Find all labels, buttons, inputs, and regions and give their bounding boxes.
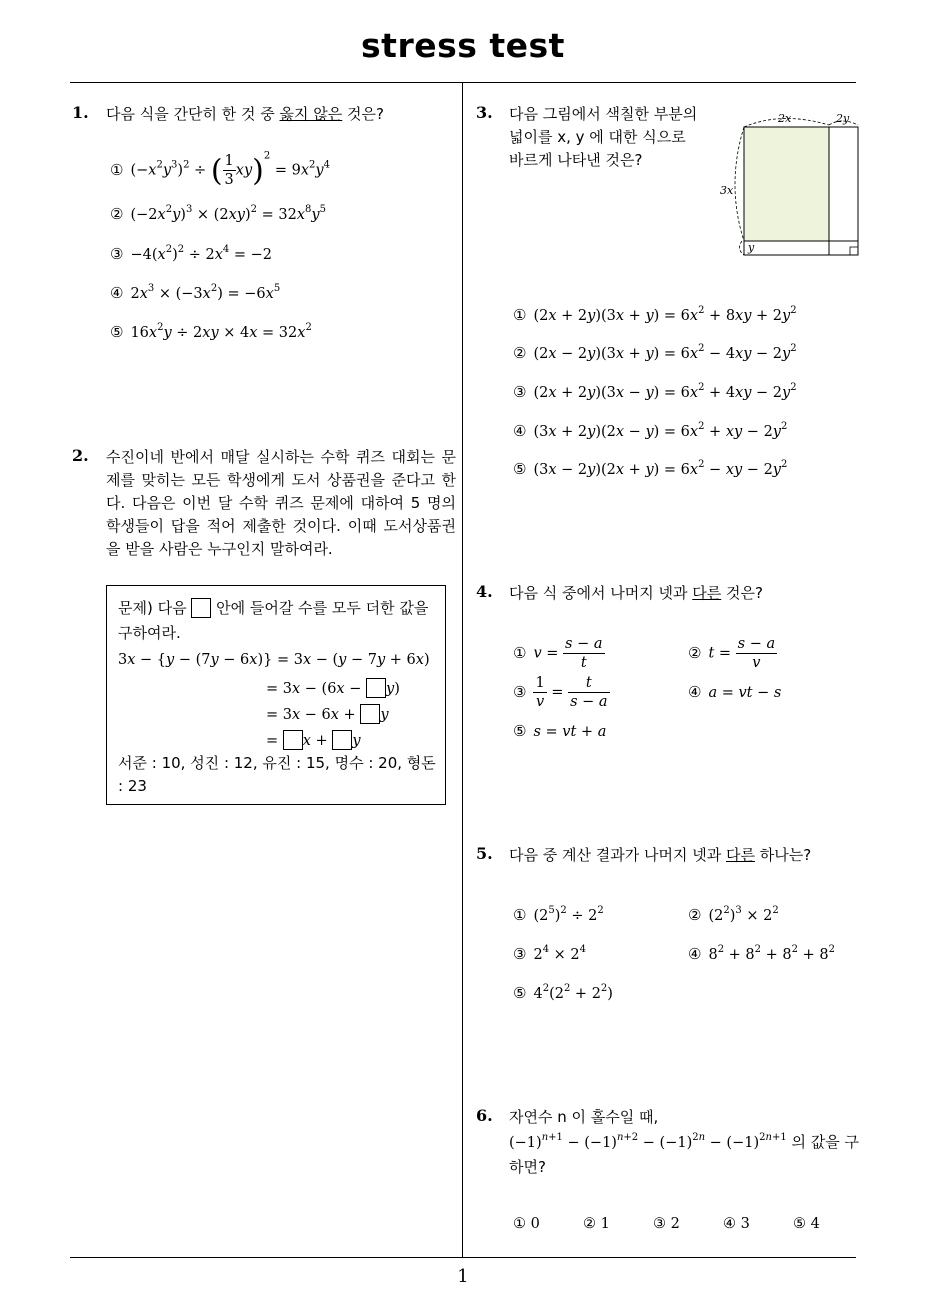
- q3-option-4: ④ $(3x + 2y)(2x - y) = 6x^2$ + xy − $2y^2$: [513, 421, 788, 440]
- page-number: 1: [457, 1266, 469, 1287]
- q1-option-5: ⑤ $16x^2y \div 2xy \times 4x = 32x^2$: [110, 322, 312, 341]
- q1-option-3: ③ $-4(x^2)^2 \div 2x^4 = -2$: [110, 244, 273, 263]
- column-divider: [462, 83, 463, 1258]
- q1-option-2: ② $(-2x^2y)^3 \times (2xy)^2 = 32x^8y^5$: [110, 204, 326, 223]
- q3-question: 다음 그림에서 색칠한 부분의 넓이를 x, y 에 대한 식으로 바르게 나타낸 것은?: [509, 105, 698, 169]
- q2-eq-line1: 3x − {y − (7y − 6x)} = 3x − (y − 7y + 6x): [118, 652, 430, 668]
- q2-box-line1: 문제) 다음 안에 들어갈 수를 모두 더한 값을: [118, 599, 429, 617]
- q3-option-3: ③ $(2x + 2y)(3x - y) = 6x^2 + 4xy - 2y^2$: [513, 382, 797, 401]
- q3-option-5: ⑤ $(3x - 2y)(2x + y) = 6x^2$ − xy − $2y^2$: [513, 459, 788, 478]
- q1-option-1: ① $(-x^2y^3)^2$ ÷ ( $\frac{1}{3}$ $xy)^2 = 9x^2y^4$: [110, 150, 330, 189]
- top-rule: [70, 82, 856, 83]
- q3-figure: [712, 105, 862, 261]
- q3-option-1: ① $(2x + 2y)(3x + y) = 6x^2 + 8xy + 2y^2$: [513, 305, 797, 324]
- q4-option-5: ⑤ s = vt + a: [513, 722, 607, 740]
- q2-eq-line4: = x + y: [266, 730, 361, 750]
- q4-question: 다음 식 중에서 나머지 넷과 다른 것은?: [509, 584, 763, 602]
- q4-option-3: ③ $\frac{1}{v}$ = $\frac{t}{s - a}$: [513, 675, 608, 710]
- q2-number: 2.: [72, 446, 89, 465]
- label-3x: 3x: [720, 184, 734, 197]
- q6-option-5: ⑤ 4: [793, 1216, 820, 1232]
- q1-option-4: ④ $2x^3 \times (-3x^2) = -6x^5$: [110, 283, 281, 302]
- q5-option-5: ⑤ $4^2(2^2 + 2^2)$: [513, 983, 613, 1002]
- q5-number: 5.: [476, 844, 493, 863]
- label-2y: 2y: [836, 112, 850, 125]
- blank-box: [360, 704, 380, 724]
- blank-box: [366, 678, 386, 698]
- q1-question: 다음 식을 간단히 한 것 중 옳지 않은 것은?: [106, 105, 384, 123]
- q6-question-line3: 하면?: [509, 1158, 546, 1176]
- q1-number: 1.: [72, 103, 89, 122]
- q6-option-2: ② 1: [583, 1216, 610, 1232]
- q6-question-line2: $(-1)^{n+1} - (-1)^{n+2} - (-1)^{2n} - (-1)^{2n+1}$ 의 값을 구: [509, 1132, 859, 1151]
- q5-option-4: ④ $8^2 + 8^2 + 8^2 + 8^2$: [688, 944, 835, 963]
- q2-box-line2: 구하여라.: [118, 624, 181, 642]
- shaded-region: [744, 127, 829, 241]
- blank-box: [283, 730, 303, 750]
- q2-question: 수진이네 반에서 매달 실시하는 수학 퀴즈 대회는 문제를 맞히는 모든 학생에게 도서 상품권을 준다고 한다. 다음은 이번 달 수학 퀴즈 문제에 대하여 5 명의 학생들이 답을 적어 제출한 것이다. 이때 도서상품권을 받을 사람은 누구인지 말하여라.: [106, 448, 456, 558]
- q3-number: 3.: [476, 103, 493, 122]
- q5-question: 다음 중 계산 결과가 나머지 넷과 다른 하나는?: [509, 846, 812, 864]
- q2-eq-line3: = 3x − 6x + y: [266, 704, 389, 724]
- q3-option-2: ② $(2x - 2y)(3x + y) = 6x^2 - 4xy - 2y^2$: [513, 343, 797, 362]
- q2-answers: 서준 : 10, 성진 : 12, 유진 : 15, 명수 : 20, 형돈 : 23: [118, 754, 436, 795]
- q2-eq-line2: = 3x − (6x − y): [266, 678, 400, 698]
- blank-box: [191, 598, 211, 618]
- bottom-rule: [70, 1257, 856, 1258]
- q6-option-3: ③ 2: [653, 1216, 680, 1232]
- q5-option-1: ① $(2^5)^2 \div 2^2$: [513, 905, 604, 924]
- label-2x: 2x: [778, 112, 792, 125]
- q6-option-4: ④ 3: [723, 1216, 750, 1232]
- q6-question-line1: 자연수 n 이 홀수일 때,: [509, 1108, 659, 1126]
- q4-number: 4.: [476, 582, 493, 601]
- q4-option-4: ④ a = vt − s: [688, 683, 782, 701]
- blank-box: [332, 730, 352, 750]
- q5-option-3: ③ $2^4 \times 2^4$: [513, 944, 587, 963]
- q4-option-2: ② t = $\frac{s - a}{v}$: [688, 636, 776, 671]
- page-title: stress test: [361, 26, 565, 65]
- q6-option-1: ① 0: [513, 1216, 540, 1232]
- label-y: y: [748, 241, 755, 254]
- q6-number: 6.: [476, 1106, 493, 1125]
- q5-option-2: ② $(2^2)^3 \times 2^2$: [688, 905, 779, 924]
- q4-option-1: ① v = $\frac{s - a}{t}$: [513, 636, 603, 671]
